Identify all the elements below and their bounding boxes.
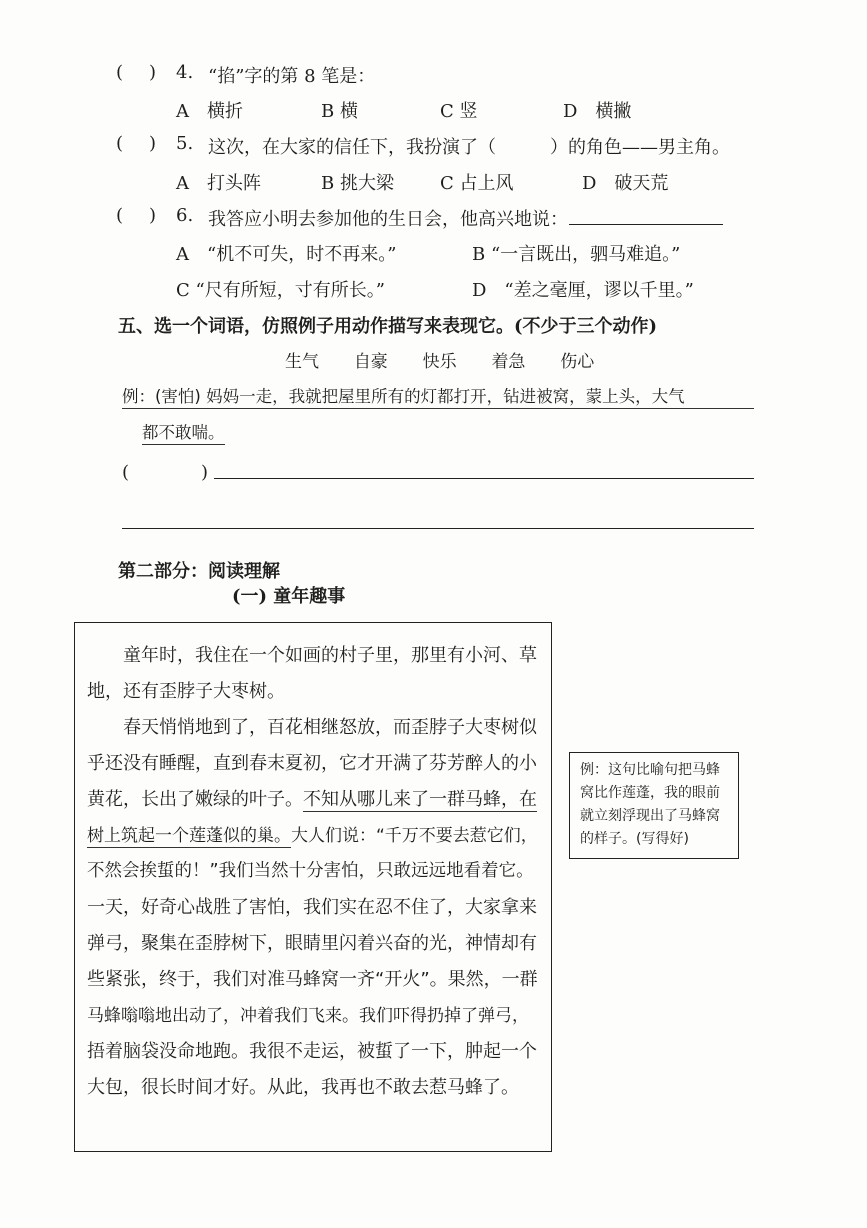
underlined-sentence: 不知从哪儿来了一群马蜂，在 bbox=[303, 789, 537, 810]
q4-text: “掐”字的第 8 笔是： bbox=[208, 66, 376, 87]
section5-answer-paren: ( ) bbox=[122, 462, 209, 483]
q5-option-a: A 打头阵 bbox=[176, 173, 261, 194]
passage-line: 大包，很长时间才好。从此，我再也不敢去惹马蜂了。 bbox=[87, 1077, 519, 1098]
part2-title: 第二部分：阅读理解 bbox=[118, 561, 280, 582]
word-option[interactable]: 生气 bbox=[285, 352, 319, 372]
section5-word-list bbox=[285, 347, 594, 372]
annotation-note-box bbox=[569, 752, 739, 859]
q5-option-d: D 破天荒 bbox=[582, 173, 669, 194]
section5-example-line2: 都不敢喘。 bbox=[142, 419, 225, 445]
q5-option-c: C 占上风 bbox=[440, 173, 514, 194]
q5-text: 这次，在大家的信任下，我扮演了（ ）的角色——男主角。 bbox=[208, 137, 730, 158]
section5-answer-line1[interactable] bbox=[214, 478, 754, 479]
underlined-sentence: 树上筑起一个莲蓬似的巢。 bbox=[87, 826, 291, 846]
part2-subtitle: (一) 童年趣事 bbox=[232, 586, 346, 607]
passage-line: 弹弓，聚集在歪脖树下，眼睛里闪着兴奋的光，神情却有 bbox=[87, 933, 537, 954]
q4-option-b: B 横 bbox=[321, 101, 358, 122]
q5-option-b: B 挑大梁 bbox=[321, 173, 394, 194]
q6-option-d: D “差之毫厘，谬以千里。” bbox=[472, 280, 694, 301]
word-option[interactable]: 着急 bbox=[491, 352, 526, 372]
q6-paren: ( ) bbox=[116, 205, 157, 226]
passage-line: 童年时，我住在一个如画的村子里，那里有小河、草 bbox=[87, 645, 537, 666]
q6-text: 我答应小明去参加他的生日会，他高兴地说： bbox=[208, 209, 568, 230]
word-option[interactable]: 快乐 bbox=[422, 352, 457, 372]
section5-example-line1: 例：(害怕) 妈妈一走，我就把屋里所有的灯都打开，钻进被窝，蒙上头，大气 bbox=[122, 383, 754, 409]
q6-option-c: C “尺有所短，寸有所长。” bbox=[176, 280, 385, 301]
q6-answer-line[interactable] bbox=[569, 224, 723, 225]
q4-option-a: A 横折 bbox=[176, 101, 243, 122]
passage-line: 地，还有歪脖子大枣树。 bbox=[87, 681, 285, 702]
word-option[interactable]: 伤心 bbox=[560, 352, 595, 372]
q4-paren: ( ) bbox=[116, 62, 157, 83]
passage-line: 树上筑起一个莲蓬似的巢。大人们说：“千万不要去惹它们， bbox=[87, 826, 538, 846]
passage-line: 马蜂嗡嗡地出动了，冲着我们飞来。我们吓得扔掉了弹弓， bbox=[87, 1006, 529, 1026]
q6-number: 6. bbox=[176, 205, 194, 226]
passage-line: 黄花，长出了嫩绿的叶子。不知从哪儿来了一群马蜂，在 bbox=[87, 789, 537, 810]
q5-number: 5. bbox=[176, 133, 194, 154]
passage-line: 一天，好奇心战胜了害怕，我们实在忍不住了，大家拿来 bbox=[87, 897, 537, 918]
q6-option-b: B “一言既出，驷马难追。” bbox=[472, 244, 681, 265]
passage-line: 捂着脑袋没命地跑。我很不走运，被蜇了一下，肿起一个 bbox=[87, 1041, 537, 1062]
reading-passage-box bbox=[74, 622, 552, 1152]
q4-number: 4. bbox=[176, 62, 194, 83]
section5-title: 五、选一个词语，仿照例子用动作描写来表现它。(不少于三个动作) bbox=[118, 316, 658, 337]
passage-line: 些紧张，终于，我们对准马蜂窝一齐“开火”。果然，一群 bbox=[87, 969, 538, 990]
passage-line: 乎还没有睡醒，直到春末夏初，它才开满了芬芳醉人的小 bbox=[87, 753, 537, 774]
passage-line: 不然会挨蜇的！”我们当然十分害怕，只敢远远地看着它。 bbox=[87, 861, 534, 881]
q4-option-d: D 横撇 bbox=[563, 101, 632, 122]
word-option[interactable]: 自豪 bbox=[353, 352, 388, 372]
q6-option-a: A “机不可失，时不再来。” bbox=[176, 244, 397, 265]
passage-line: 春天悄悄地到了，百花相继怒放，而歪脖子大枣树似 bbox=[87, 717, 537, 738]
annotation-note-text: 例：这句比喻句把马蜂窝比作莲蓬，我的眼前就立刻浮现出了马蜂窝的样子。(写得好) bbox=[580, 762, 720, 847]
q5-paren: ( ) bbox=[116, 133, 157, 154]
section5-answer-line2[interactable] bbox=[122, 528, 754, 529]
q4-option-c: C 竖 bbox=[440, 101, 478, 122]
